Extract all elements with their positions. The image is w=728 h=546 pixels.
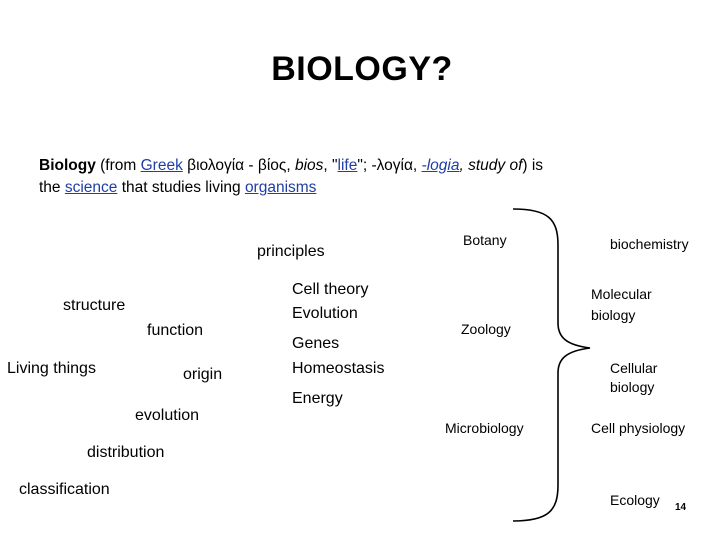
branch-molecular-line2: biology — [591, 307, 636, 323]
structure-label: structure — [63, 297, 126, 314]
definition-line-2 — [39, 177, 543, 199]
branch-biochemistry: biochemistry — [610, 236, 689, 252]
definition-text: , — [459, 157, 469, 174]
branch-cellular-line2: biology — [610, 379, 655, 395]
principle-cell-theory: Cell theory — [292, 281, 369, 298]
life-link[interactable]: life — [337, 157, 358, 174]
definition-text: ) is — [522, 157, 544, 174]
principle-energy: Energy — [292, 390, 343, 407]
principle-genes: Genes — [292, 335, 340, 352]
science-link[interactable]: science — [64, 179, 118, 196]
logia-link[interactable]: -logia — [421, 157, 460, 174]
definition-text: the — [39, 179, 65, 196]
brace-path — [513, 209, 590, 521]
branch-cell-physiology: Cell physiology — [591, 420, 686, 436]
principle-homeostasis: Homeostasis — [292, 360, 385, 377]
slide-title-text: BIOLOGY? — [271, 50, 453, 88]
term-biology: Biology — [39, 157, 96, 174]
definition-text: , " — [323, 157, 338, 174]
branch-zoology: Zoology — [461, 321, 511, 337]
slide-title — [0, 50, 728, 89]
evolution-label: evolution — [135, 407, 200, 424]
bios-text: bios — [294, 157, 324, 174]
origin-label: origin — [183, 366, 223, 383]
organisms-link[interactable]: organisms — [244, 179, 317, 196]
branch-ecology: Ecology — [610, 492, 660, 508]
definition-paragraph — [39, 155, 543, 199]
curly-brace-icon — [508, 205, 598, 525]
distribution-label: distribution — [87, 444, 165, 461]
definition-text: that studies living — [117, 179, 245, 196]
study-of-text: study of — [468, 157, 523, 174]
function-label: function — [147, 322, 204, 339]
page-number: 14 — [675, 502, 687, 513]
branch-microbiology: Microbiology — [445, 420, 524, 436]
living-things-label: Living things — [7, 360, 96, 377]
definition-text: (from — [95, 157, 141, 174]
greek-link[interactable]: Greek — [140, 157, 183, 174]
classification-label: classification — [19, 481, 110, 498]
branch-cellular-line1: Cellular — [610, 360, 658, 376]
definition-line-1 — [39, 155, 543, 177]
branch-molecular-line1: Molecular — [591, 286, 652, 302]
principle-evolution: Evolution — [292, 305, 358, 322]
definition-text: "; -λογία, — [357, 157, 422, 174]
branch-botany: Botany — [463, 232, 507, 248]
definition-text: βιολογία - βίος, — [182, 157, 295, 174]
principles-label: principles — [257, 243, 325, 260]
